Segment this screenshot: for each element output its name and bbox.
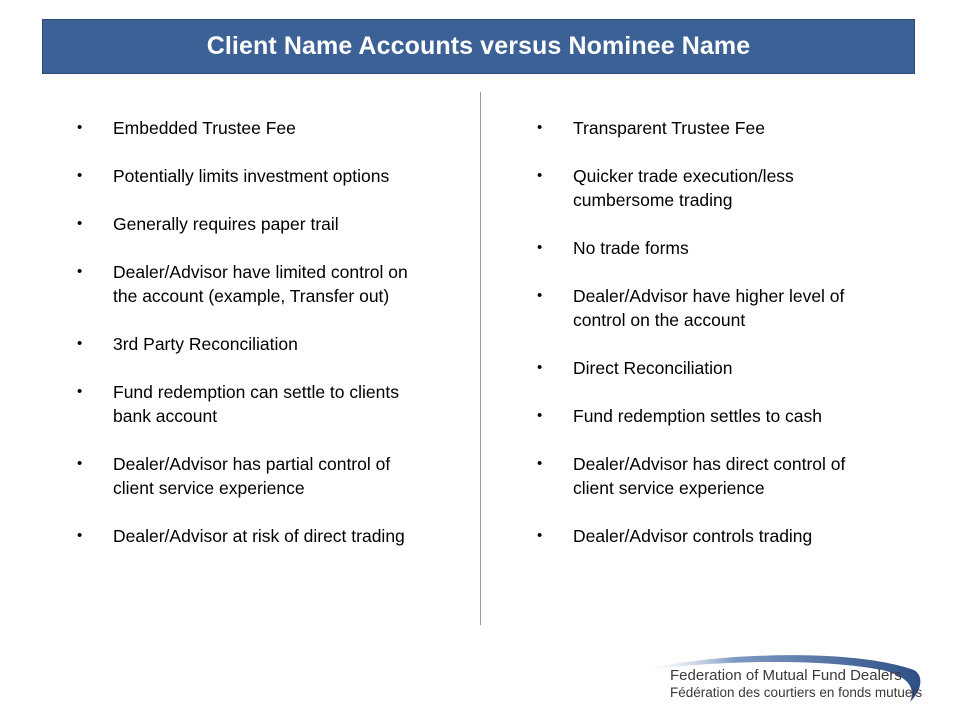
list-item-text: Dealer/Advisor has partial control of client service experience <box>113 454 391 498</box>
bullet-icon: • <box>537 119 543 136</box>
list-item-text: 3rd Party Reconciliation <box>113 334 298 354</box>
list-item <box>77 332 422 356</box>
list-item-text: No trade forms <box>573 238 689 258</box>
fmfd-logo <box>632 654 922 710</box>
list-item <box>77 116 422 140</box>
bullet-icon: • <box>537 287 543 304</box>
list-item-text: Dealer/Advisor has direct control of client service experience <box>573 454 846 498</box>
list-item <box>537 356 882 380</box>
bullet-icon: • <box>77 335 83 352</box>
bullet-icon: • <box>77 167 83 184</box>
list-item-text: Fund redemption can settle to clients bank account <box>113 382 399 426</box>
list-item <box>537 116 882 140</box>
list-item <box>537 236 882 260</box>
bullet-icon: • <box>77 263 83 280</box>
list-item-text: Dealer/Advisor at risk of direct trading <box>113 526 405 546</box>
bullet-icon: • <box>537 407 543 424</box>
bullet-icon: • <box>537 455 543 472</box>
nominee-name-column <box>537 116 882 572</box>
client-name-column <box>77 116 422 572</box>
list-item <box>537 164 882 212</box>
bullet-icon: • <box>77 383 83 400</box>
list-item <box>77 212 422 236</box>
logo-english-name: Federation of Mutual Fund Dealers <box>670 667 902 684</box>
list-item <box>77 380 422 428</box>
slide-title-bar <box>42 19 915 74</box>
list-item <box>77 260 422 308</box>
list-item <box>77 452 422 500</box>
slide-title: Client Name Accounts versus Nominee Name <box>206 32 751 60</box>
list-item-text: Transparent Trustee Fee <box>573 118 765 138</box>
bullet-icon: • <box>77 215 83 232</box>
bullet-icon: • <box>537 239 543 256</box>
bullet-icon: • <box>77 455 83 472</box>
list-item <box>77 524 422 548</box>
list-item-text: Potentially limits investment options <box>113 166 390 186</box>
column-divider <box>480 92 481 625</box>
list-item <box>537 452 882 500</box>
list-item-text: Dealer/Advisor have higher level of control on the account <box>573 286 845 330</box>
bullet-icon: • <box>77 119 83 136</box>
list-item-text: Dealer/Advisor controls trading <box>573 526 813 546</box>
list-item <box>537 524 882 548</box>
list-item-text: Fund redemption settles to cash <box>573 406 823 426</box>
list-item-text: Generally requires paper trail <box>113 214 339 234</box>
list-item <box>537 404 882 428</box>
list-item-text: Direct Reconciliation <box>573 358 733 378</box>
logo-french-name: Fédération des courtiers en fonds mutuels <box>670 685 923 700</box>
bullet-icon: • <box>537 167 543 184</box>
bullet-icon: • <box>77 527 83 544</box>
list-item <box>537 284 882 332</box>
bullet-icon: • <box>537 527 543 544</box>
list-item-text: Quicker trade execution/less cumbersome trading <box>573 166 794 210</box>
list-item-text: Embedded Trustee Fee <box>113 118 296 138</box>
list-item <box>77 164 422 188</box>
bullet-icon: • <box>537 359 543 376</box>
list-item-text: Dealer/Advisor have limited control on the account (example, Transfer out) <box>113 262 408 306</box>
